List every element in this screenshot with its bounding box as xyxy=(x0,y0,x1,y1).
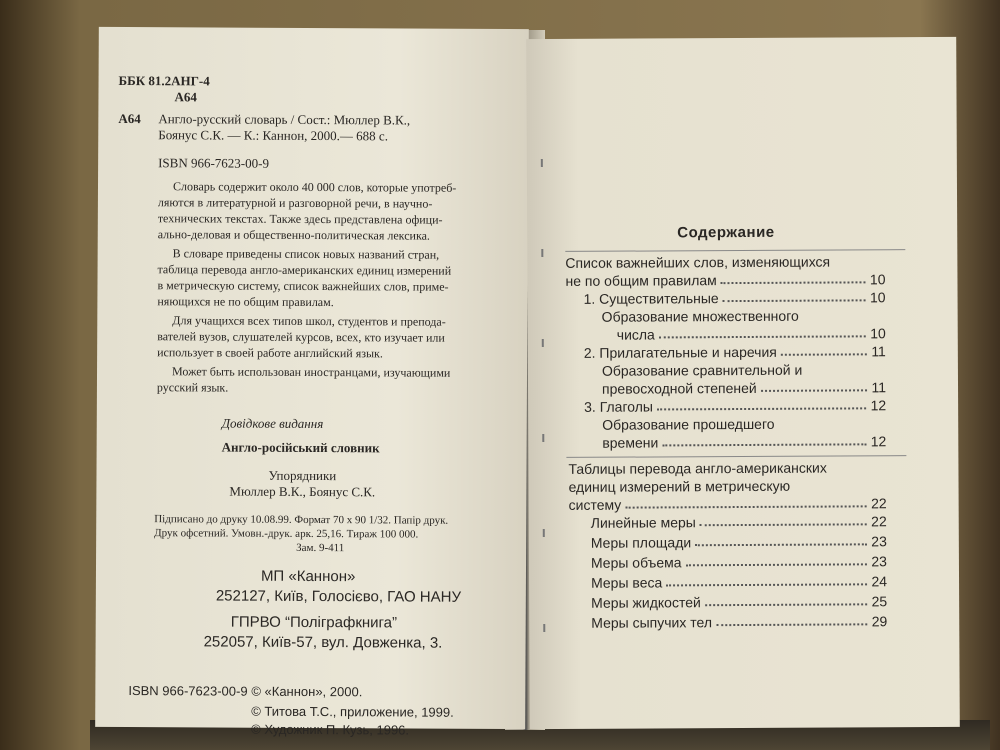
author-mark: А64 xyxy=(174,89,197,105)
annotation-line: Словарь содержит около 40 000 слов, которые употреб- xyxy=(172,179,457,195)
annotation-line: Для учащихся всех типов школ, студентов и препода- xyxy=(172,313,446,329)
toc-entry-text: Меры сыпучих тел xyxy=(591,614,713,631)
toc-entry xyxy=(602,415,886,432)
annotation-line: технических текстах. Также здесь представлена офици- xyxy=(157,211,443,227)
toc-entry xyxy=(569,495,887,513)
toc-entry-page: 10 xyxy=(869,271,886,288)
toc-entry-page: 22 xyxy=(871,513,887,530)
toc-entry-text: Меры объема xyxy=(590,554,682,571)
toc-entry-text: 3. Глаголы xyxy=(584,398,653,415)
compilers-names: Мюллер В.К., Боянус С.К. xyxy=(229,483,376,500)
toc-entry xyxy=(584,343,886,361)
toc-divider xyxy=(566,455,906,458)
toc-entry xyxy=(591,593,887,611)
binding-stitch xyxy=(541,159,543,167)
binding-stitch xyxy=(543,624,545,632)
toc-entry xyxy=(591,553,887,571)
annotation-line: использует в своей работе английский язык. xyxy=(157,345,383,361)
publisher-name: МП «Каннон» xyxy=(260,567,356,586)
print-info-2: Друк офсетний. Умовн.-друк. арк. 25,16. Тираж 100 000. xyxy=(154,527,419,541)
toc-entry-page: 11 xyxy=(871,379,887,396)
toc-entry-page: 23 xyxy=(871,533,887,550)
toc-entry-page: 25 xyxy=(871,593,888,610)
toc-entry-text: 1. Существительные xyxy=(583,290,719,307)
biblio-line-2: Боянус С.К. — К.: Каннон, 2000.— 688 с. xyxy=(158,127,389,144)
print-info-3: Зам. 9-411 xyxy=(296,541,345,555)
toc-entry-text: Линейные меры xyxy=(590,514,696,531)
toc-entry-page: 12 xyxy=(870,433,887,450)
toc-entry-page: 11 xyxy=(871,343,886,360)
binding-stitch xyxy=(542,434,544,442)
toc-entry-text: Таблицы перевода англо-американских xyxy=(568,459,827,477)
toc-entry-text: Меры жидкостей xyxy=(591,594,701,611)
toc-entry xyxy=(565,271,885,289)
right-page xyxy=(526,37,960,729)
copyright-line: © Художник П. Кузь, 1996. xyxy=(251,721,410,738)
toc-entry-text: превосходной степеней xyxy=(601,379,757,397)
toc-entry xyxy=(584,397,886,415)
toc-entry-text: числа xyxy=(616,326,655,343)
toc-entry xyxy=(568,477,888,495)
toc-entry-text: систему xyxy=(568,496,622,513)
isbn-top: ISBN 966-7623-00-9 xyxy=(158,155,270,171)
toc-entry-text: Меры веса xyxy=(591,574,663,591)
book-title: Англо-російський словник xyxy=(221,439,380,456)
binding-stitch xyxy=(542,339,544,347)
catalog-code: А64 xyxy=(118,110,141,127)
toc-entry xyxy=(565,253,905,271)
toc-entry xyxy=(591,573,887,591)
printer-name: ГПРВО “Поліграфкнига” xyxy=(230,613,398,632)
annotation-line: В словаре приведены список новых названий стран, xyxy=(172,246,440,262)
compilers-label: Упорядники xyxy=(268,467,337,484)
toc-entry xyxy=(568,459,888,477)
annotation-line: ально-деловая и общественно-политическая лексика. xyxy=(157,227,430,243)
annotation-line: вателей вузов, слушателей курсов, всех, кто изучает или xyxy=(157,329,445,345)
binding-stitch xyxy=(543,529,545,537)
toc-title: Содержание xyxy=(677,223,775,242)
annotation-line: русский язык. xyxy=(156,380,229,395)
annotation-line: Может быть использован иностранцами, изучающими xyxy=(171,364,451,380)
annotation-line: в метрическую систему, список важнейших слов, приме- xyxy=(157,278,449,294)
copyright-line: © «Каннон», 2000. xyxy=(251,683,363,700)
toc-entry-text: Образование сравнительной и xyxy=(601,361,803,379)
toc-entry-page: 10 xyxy=(870,325,886,342)
edition-type: Довідкове видання xyxy=(221,415,324,432)
binding-stitch xyxy=(541,249,543,257)
toc-entry xyxy=(602,433,886,450)
toc-entry xyxy=(584,289,886,307)
print-info-1: Підписано до друку 10.08.99. Формат 70 х 90 1/32. Папір друк. xyxy=(154,513,449,527)
biblio-line-1: Англо-русский словарь / Сост.: Мюллер В.К., xyxy=(158,111,411,128)
toc-entry-page: 12 xyxy=(870,397,887,414)
annotation-line: ляются в литературной и разговорной речи, в научно- xyxy=(157,195,433,211)
toc-entry xyxy=(617,325,886,342)
toc-entry-text: Образование множественного xyxy=(601,307,799,325)
toc-entry-page: 23 xyxy=(871,553,887,570)
toc-top-rule xyxy=(565,249,905,252)
toc-entry-text: Список важнейших слов, изменяющихся xyxy=(565,253,831,271)
bbk-code: ББК 81.2АНГ-4 xyxy=(118,72,210,89)
toc-entry-page: 29 xyxy=(871,613,888,630)
toc-entry-text: Образование прошедшего xyxy=(602,415,775,433)
toc-entry-page: 22 xyxy=(871,495,887,512)
isbn-bottom: ISBN 966-7623-00-9 xyxy=(128,683,248,699)
annotation-line: таблица перевода англо-американских единиц измерений xyxy=(157,262,452,278)
toc-entry xyxy=(591,613,887,631)
toc-entry-text: Меры площади xyxy=(590,534,692,551)
toc-entry-text: 2. Прилагательные и наречия xyxy=(583,343,777,361)
publisher-address: 252127, Київ, Голосієво, ГАО НАНУ xyxy=(215,587,462,606)
toc-entry xyxy=(602,361,886,378)
copyright-line: © Титова Т.С., приложение, 1999. xyxy=(251,703,454,720)
toc-entry-page: 10 xyxy=(869,289,886,306)
toc-entry xyxy=(591,533,887,551)
annotation-line: няющихся не по общим правилам. xyxy=(157,294,334,310)
toc-entry-text: не по общим правилам xyxy=(565,272,717,289)
printer-address: 252057, Київ-57, вул. Довженка, 3. xyxy=(203,633,443,652)
left-page xyxy=(95,27,529,738)
toc-entry-text: единиц измерений в метрическую xyxy=(568,477,791,495)
toc-entry-text: времени xyxy=(602,434,659,451)
toc-entry xyxy=(602,379,886,396)
toc-entry-page: 24 xyxy=(871,573,888,590)
toc-entry xyxy=(591,513,887,531)
toc-entry xyxy=(602,307,886,324)
